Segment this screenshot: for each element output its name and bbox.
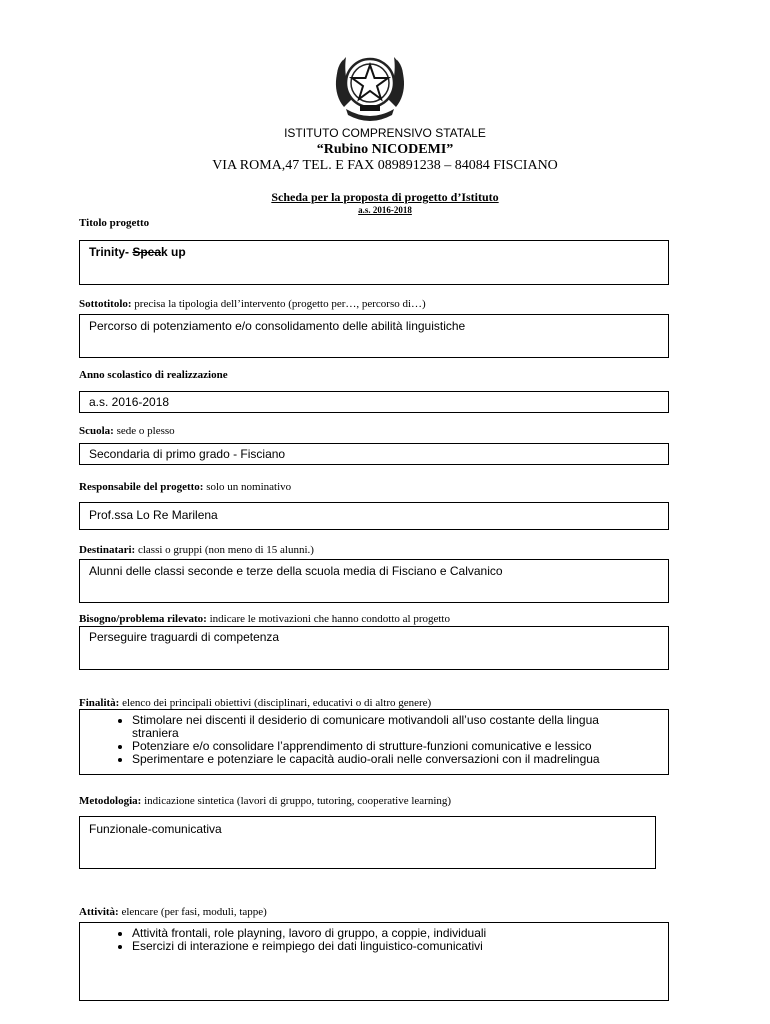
attivita-field[interactable] bbox=[79, 922, 669, 1001]
scuola-field[interactable] bbox=[79, 443, 669, 465]
metodologia-field[interactable] bbox=[79, 816, 656, 869]
destinatari-label: Destinatari: classi o gruppi (non meno di 15 alunni.) bbox=[79, 544, 314, 556]
anno-field[interactable] bbox=[79, 391, 669, 413]
scuola-value: Secondaria di primo grado - Fisciano bbox=[89, 447, 286, 461]
school-name: “Rubino NICODEMI” bbox=[316, 142, 454, 157]
responsabile-field[interactable] bbox=[79, 502, 669, 530]
metodologia-label: Metodologia: indicazione sintetica (lavori di gruppo, tutoring, cooperative learning) bbox=[79, 795, 452, 807]
finalita-item: • Sperimentare e potenziare le capacità audio-orali nelle conversazioni con il madrelingua bbox=[132, 753, 648, 766]
school-address: VIA ROMA,47 TEL. E FAX 089891238 – 84084 FISCIANO bbox=[212, 158, 558, 173]
bisogno-value: Perseguire traguardi di competenza bbox=[89, 630, 280, 644]
sottotitolo-field[interactable] bbox=[79, 314, 669, 358]
titolo-label: Titolo progetto bbox=[79, 217, 150, 229]
republic-emblem-icon bbox=[330, 45, 410, 127]
sottotitolo-value: Percorso di potenziamento e/o consolidamento delle abilità linguistiche bbox=[89, 319, 466, 333]
responsabile-value: Prof.ssa Lo Re Marilena bbox=[89, 508, 218, 522]
attivita-list bbox=[80, 923, 668, 953]
anno-label: Anno scolastico di realizzazione bbox=[79, 369, 228, 381]
attivita-item: • Attività frontali, role playning, lavoro di gruppo, a coppie, individuali bbox=[132, 927, 668, 940]
bisogno-field[interactable] bbox=[79, 626, 669, 670]
titolo-value: Trinity- Speak up bbox=[89, 245, 186, 259]
finalita-item: • Potenziare e/o consolidare l’apprendimento di strutture-funzioni comunicative e lessico bbox=[132, 740, 648, 753]
finalita-item: • Stimolare nei discenti il desiderio di comunicare motivandoli all’uso costante della lingua straniera bbox=[132, 714, 648, 740]
attivita-item: • Esercizi di interazione e reimpiego dei dati linguistico-comunicativi bbox=[132, 940, 668, 953]
document-title: Scheda per la proposta di progetto d’Istituto bbox=[271, 190, 499, 204]
responsabile-label: Responsabile del progetto: solo un nominativo bbox=[79, 481, 292, 493]
anno-value: a.s. 2016-2018 bbox=[89, 395, 170, 409]
finalita-list bbox=[80, 710, 668, 766]
document-year: a.s. 2016-2018 bbox=[358, 205, 412, 215]
finalita-label: Finalità: elenco dei principali obiettivi (disciplinari, educativi o di altro genere) bbox=[79, 697, 432, 709]
destinatari-field[interactable] bbox=[79, 559, 669, 603]
bisogno-label: Bisogno/problema rilevato: indicare le motivazioni che hanno condotto al progetto bbox=[79, 613, 450, 625]
finalita-field[interactable] bbox=[79, 709, 669, 775]
sottotitolo-label: Sottotitolo: precisa la tipologia dell’intervento (progetto per…, percorso di…) bbox=[79, 298, 426, 310]
destinatari-value: Alunni delle classi seconde e terze della scuola media di Fisciano e Calvanico bbox=[89, 564, 503, 578]
attivita-label: Attività: elencare (per fasi, moduli, tappe) bbox=[79, 906, 267, 918]
scuola-label: Scuola: sede o plesso bbox=[79, 425, 175, 437]
titolo-field[interactable] bbox=[79, 240, 669, 285]
school-type: ISTITUTO COMPRENSIVO STATALE bbox=[284, 126, 486, 140]
metodologia-value: Funzionale-comunicativa bbox=[89, 822, 222, 836]
